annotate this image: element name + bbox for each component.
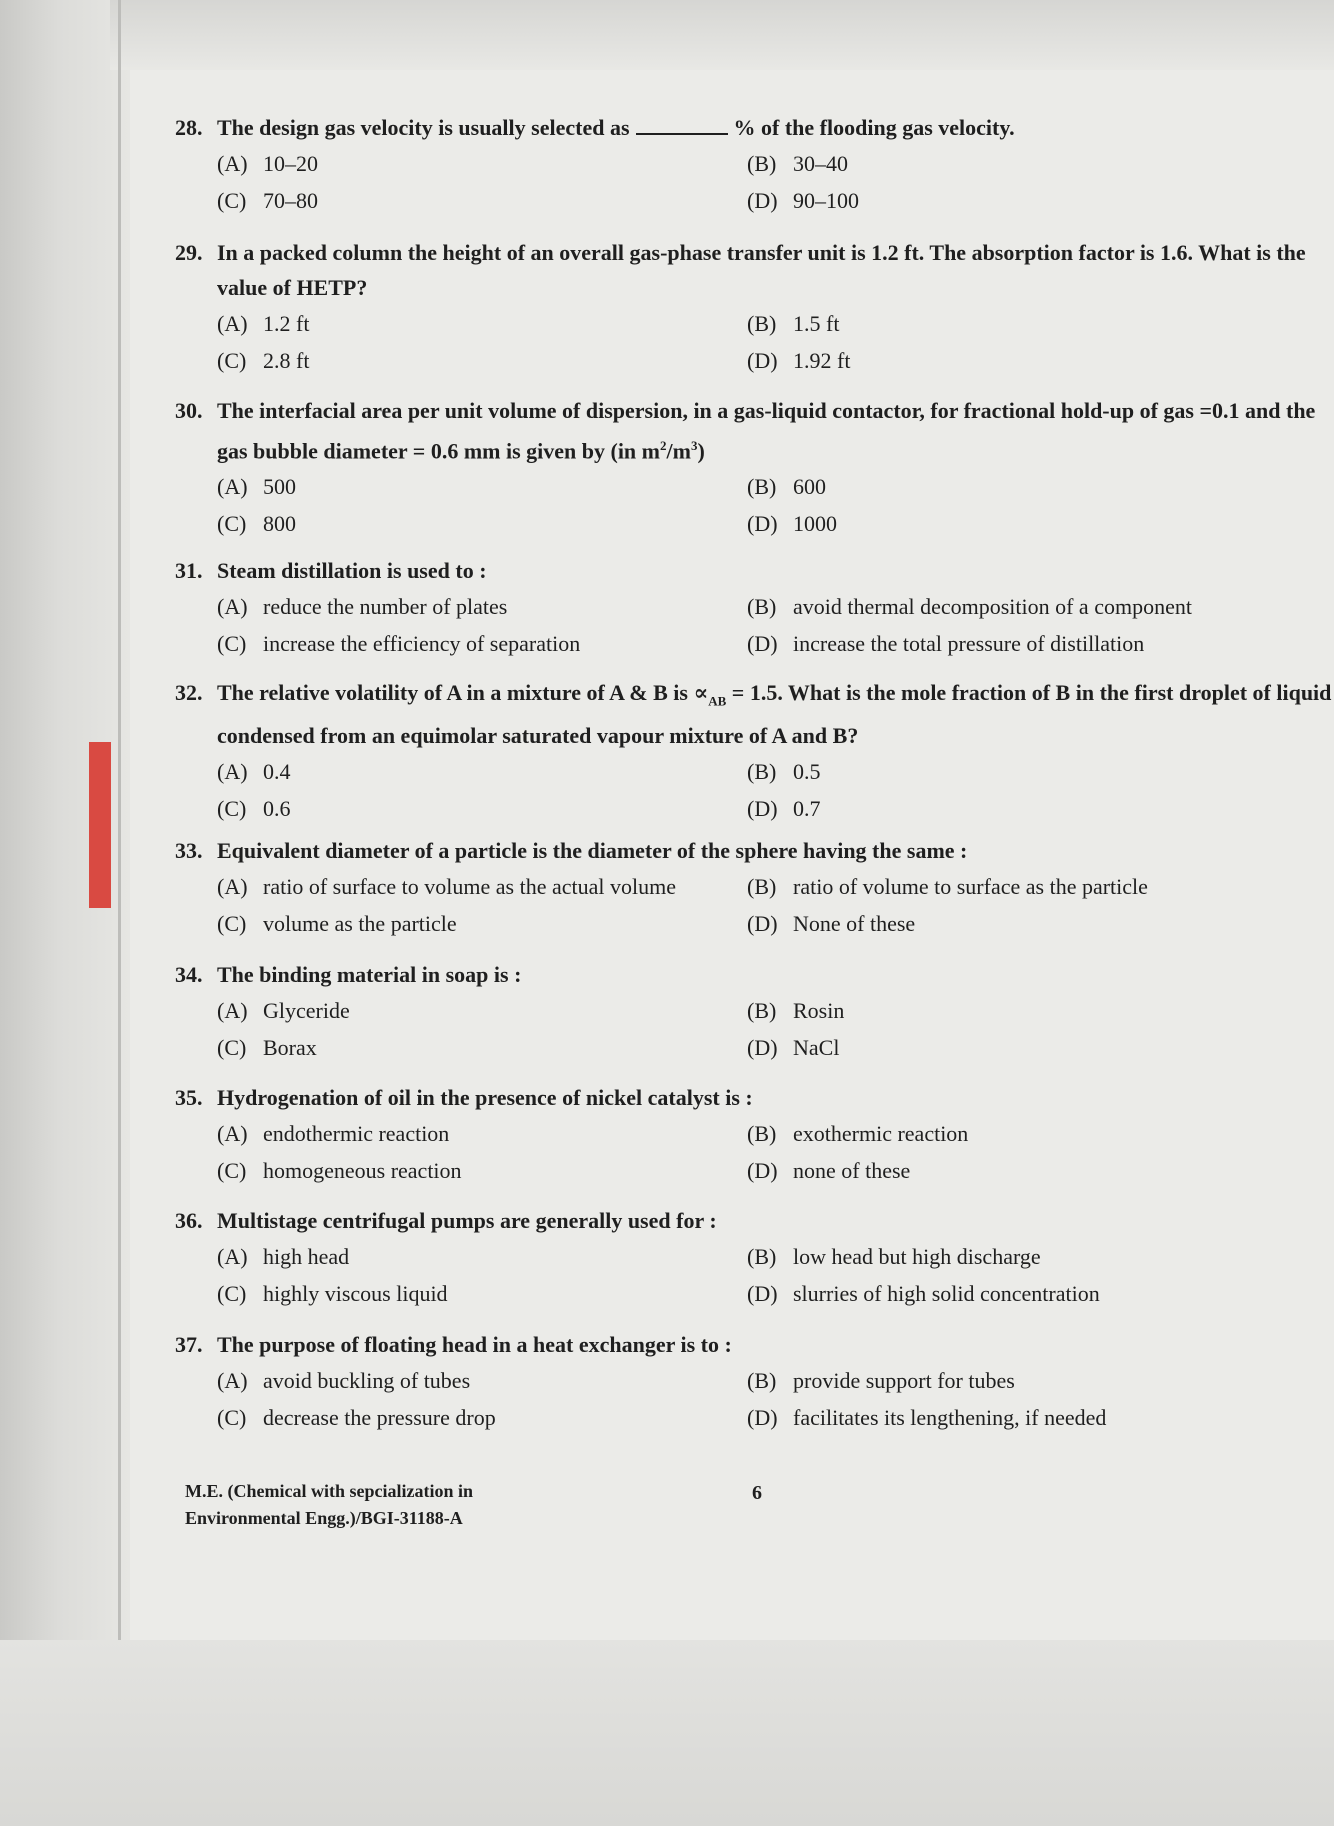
binder-red-mark bbox=[89, 742, 111, 908]
question-32 bbox=[175, 675, 1334, 827]
option-a: (A) 1.2 ft bbox=[217, 311, 310, 336]
question-text-after: % of the flooding gas velocity. bbox=[733, 115, 1015, 140]
question-text: Hydrogenation of oil in the presence of nickel catalyst is : bbox=[217, 1085, 753, 1110]
option-a: (A) high head bbox=[217, 1244, 350, 1269]
options bbox=[217, 468, 1334, 542]
option-a: (A) avoid buckling of tubes bbox=[217, 1368, 471, 1393]
option-b: (B) avoid thermal decomposition of a component bbox=[747, 594, 1192, 619]
option-d: (D) slurries of high solid concentration bbox=[747, 1281, 1100, 1306]
question-number: 37. bbox=[175, 1332, 203, 1357]
option-d: (D) NaCl bbox=[747, 1035, 840, 1060]
question-number: 36. bbox=[175, 1208, 203, 1233]
option-d: (D) 0.7 bbox=[747, 796, 821, 822]
question-34 bbox=[175, 957, 1334, 1066]
option-a: (A) reduce the number of plates bbox=[217, 594, 508, 619]
question-37 bbox=[175, 1327, 1334, 1436]
options bbox=[217, 588, 1334, 662]
options bbox=[217, 753, 1334, 827]
question-stem bbox=[175, 833, 1334, 868]
option-b: (B) low head but high discharge bbox=[747, 1244, 1041, 1269]
question-text: The purpose of floating head in a heat exchanger is to : bbox=[217, 1332, 732, 1357]
question-number: 29. bbox=[175, 240, 203, 265]
question-stem: 30. The interfacial area per unit volume of dispersion, in a gas-liquid contactor, for fractional hold-up of gas =0.1 and the gas bubble diameter = 0.6 mm is given by (in $m^2/m^3$) bbox=[175, 393, 1334, 468]
options bbox=[217, 1362, 1334, 1436]
option-b: (B) ratio of volume to surface as the particle bbox=[747, 874, 1148, 899]
option-a: (A) Glyceride bbox=[217, 998, 350, 1023]
scan-left-shadow bbox=[0, 0, 130, 1826]
question-text: In a packed column the height of an overall gas-phase transfer unit is 1.2 ft. The absorption factor is 1.6. What is the value of HETP? bbox=[217, 240, 1306, 300]
question-text: Steam distillation is used to : bbox=[217, 558, 487, 583]
option-d: (D) 90–100 bbox=[747, 188, 859, 213]
options bbox=[217, 1115, 1334, 1189]
question-30 bbox=[175, 393, 1334, 542]
scan-bottom-band bbox=[0, 1640, 1334, 1826]
page-number: 6 bbox=[752, 1482, 762, 1504]
option-b: (B) provide support for tubes bbox=[747, 1368, 1015, 1393]
question-stem bbox=[175, 957, 1334, 992]
question-35 bbox=[175, 1080, 1334, 1189]
options bbox=[217, 145, 1334, 219]
option-d: (D) 1000 bbox=[747, 511, 837, 537]
question-33 bbox=[175, 833, 1334, 942]
option-b: (B) 600 bbox=[747, 474, 826, 500]
option-c: (C) increase the efficiency of separation bbox=[217, 631, 581, 656]
question-text: Equivalent diameter of a particle is the diameter of the sphere having the same : bbox=[217, 838, 968, 863]
question-stem bbox=[175, 110, 1334, 145]
question-stem bbox=[175, 1080, 1334, 1115]
footer-course-line1: M.E. (Chemical with sepcialization in bbox=[185, 1481, 473, 1501]
question-stem bbox=[175, 553, 1334, 588]
option-d: (D) None of these bbox=[747, 911, 916, 936]
option-a: (A) 10–20 bbox=[217, 151, 318, 176]
footer-course-line2: Environmental Engg.)/BGI-31188-A bbox=[185, 1508, 463, 1528]
question-stem bbox=[175, 1203, 1334, 1238]
question-text: The relative volatility of A in a mixture of A & B is ∝ bbox=[217, 680, 709, 705]
exam-page bbox=[160, 95, 1334, 1545]
question-text: The binding material in soap is : bbox=[217, 962, 522, 987]
options bbox=[217, 305, 1334, 379]
page-edge bbox=[118, 0, 121, 1640]
option-b: (B) 1.5 ft bbox=[747, 311, 840, 336]
question-number: 34. bbox=[175, 962, 203, 987]
question-number: 33. bbox=[175, 838, 203, 863]
question-number: 30. bbox=[175, 398, 203, 423]
option-b: (B) exothermic reaction bbox=[747, 1121, 969, 1146]
option-c: (C) 70–80 bbox=[217, 188, 318, 213]
question-number: 32. bbox=[175, 680, 203, 705]
option-b: (B) 30–40 bbox=[747, 151, 848, 176]
question-31 bbox=[175, 553, 1334, 662]
options bbox=[217, 868, 1334, 942]
question-stem: 32. The relative volatility of A in a mixture of A & B is $\propto_{AB} = 1.5$. What is the mole fraction of B in the first droplet of liquid condensed from an equimolar saturated vapour mixture of A and B? bbox=[175, 675, 1334, 753]
question-text: Multistage centrifugal pumps are generally used for : bbox=[217, 1208, 717, 1233]
option-a: (A) ratio of surface to volume as the actual volume bbox=[217, 874, 676, 899]
option-c: (C) decrease the pressure drop bbox=[217, 1405, 496, 1430]
question-28 bbox=[175, 110, 1334, 219]
scan-top-band bbox=[110, 0, 1334, 70]
question-stem bbox=[175, 235, 1334, 305]
option-c: (C) 0.6 bbox=[217, 796, 291, 822]
question-29 bbox=[175, 235, 1334, 379]
question-36 bbox=[175, 1203, 1334, 1312]
option-b: (B) 0.5 bbox=[747, 759, 821, 785]
option-c: (C) homogeneous reaction bbox=[217, 1158, 462, 1183]
question-text: The design gas velocity is usually selected as bbox=[217, 115, 630, 140]
page-footer bbox=[185, 1478, 473, 1532]
option-d: (D) facilitates its lengthening, if needed bbox=[747, 1405, 1107, 1430]
options bbox=[217, 1238, 1334, 1312]
question-number: 28. bbox=[175, 115, 203, 140]
option-c: (C) volume as the particle bbox=[217, 911, 457, 936]
option-d: (D) increase the total pressure of distillation bbox=[747, 631, 1145, 656]
option-d: (D) none of these bbox=[747, 1158, 911, 1183]
answer-blank bbox=[636, 113, 728, 135]
option-a: (A) 0.4 bbox=[217, 759, 291, 785]
question-text: The interfacial area per unit volume of dispersion, in a gas-liquid contactor, for fractional hold-up of gas =0.1 and the gas bubble diameter = 0.6 mm is given by (in m bbox=[217, 398, 1316, 464]
question-number: 31. bbox=[175, 558, 203, 583]
option-c: (C) 2.8 ft bbox=[217, 348, 310, 373]
option-d: (D) 1.92 ft bbox=[747, 348, 851, 373]
question-stem bbox=[175, 1327, 1334, 1362]
option-c: (C) highly viscous liquid bbox=[217, 1281, 448, 1306]
option-a: (A) 500 bbox=[217, 474, 296, 500]
option-b: (B) Rosin bbox=[747, 998, 845, 1023]
option-c: (C) 800 bbox=[217, 511, 296, 537]
option-c: (C) Borax bbox=[217, 1035, 317, 1060]
question-number: 35. bbox=[175, 1085, 203, 1110]
options bbox=[217, 992, 1334, 1066]
option-a: (A) endothermic reaction bbox=[217, 1121, 450, 1146]
